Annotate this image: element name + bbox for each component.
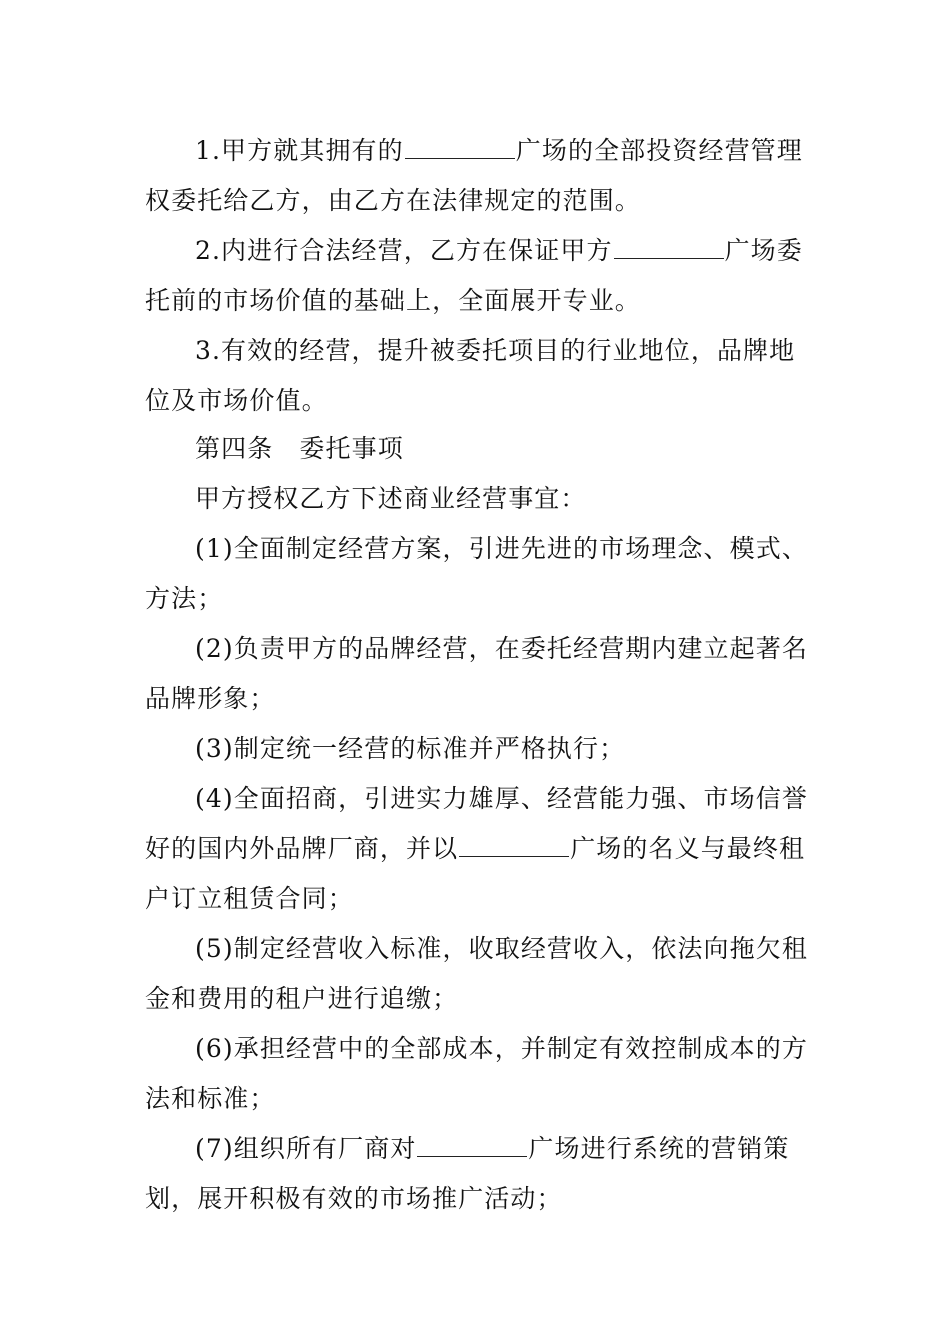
paragraph-line [195, 933, 865, 965]
paragraph-line [145, 285, 815, 317]
paragraph-line [145, 983, 815, 1015]
text-segment: 金和费用的租户进行追缴； [145, 984, 459, 1013]
paragraph-line [195, 733, 865, 765]
text-segment: (3)制定统一经营的标准并严格执行； [195, 734, 626, 763]
text-segment: (7)组织所有厂商对 [195, 1134, 417, 1163]
paragraph-line [145, 1083, 815, 1115]
paragraph-line [195, 433, 865, 465]
text-segment: 2.内进行合法经营，乙方在保证甲方 [195, 236, 613, 265]
text-segment: (4)全面招商，引进实力雄厚、经营能力强、市场信誉 [195, 784, 808, 813]
paragraph-line [195, 235, 865, 267]
paragraph-line [195, 483, 865, 515]
text-segment: 广场的名义与最终租 [570, 834, 806, 863]
text-segment: 位及市场价值。 [145, 386, 328, 415]
fill-in-blank [405, 136, 515, 159]
text-segment: 法和标准； [145, 1084, 276, 1113]
paragraph-line [195, 1133, 865, 1165]
text-segment: 广场进行系统的营销策 [528, 1134, 790, 1163]
text-segment: 1.甲方就其拥有的 [195, 136, 404, 165]
text-segment: 户订立租赁合同； [145, 884, 354, 913]
paragraph-line [145, 833, 815, 865]
fill-in-blank [417, 1134, 527, 1157]
text-segment: 好的国内外品牌厂商，并以 [145, 834, 459, 863]
paragraph-line [195, 335, 865, 367]
text-segment: 广场委 [724, 236, 803, 265]
paragraph-line [195, 135, 865, 167]
paragraph-line [145, 185, 815, 217]
paragraph-line [145, 883, 815, 915]
text-segment: 第四条 委托事项 [195, 434, 404, 463]
paragraph-line [145, 385, 815, 417]
fill-in-blank [614, 236, 724, 259]
text-segment: 托前的市场价值的基础上，全面展开专业。 [145, 286, 641, 315]
text-segment: 甲方授权乙方下述商业经营事宜： [195, 484, 587, 513]
paragraph-line [195, 783, 865, 815]
paragraph-line [195, 633, 865, 665]
text-segment: 划，展开积极有效的市场推广活动； [145, 1184, 563, 1213]
text-segment: (5)制定经营收入标准，收取经营收入，依法向拖欠租 [195, 934, 808, 963]
paragraph-line [145, 683, 815, 715]
paragraph-line [195, 533, 865, 565]
text-segment: (2)负责甲方的品牌经营，在委托经营期内建立起著名 [195, 634, 808, 663]
text-segment: (1)全面制定经营方案，引进先进的市场理念、模式、 [195, 534, 808, 563]
text-segment: 品牌形象； [145, 684, 276, 713]
text-segment: 方法； [145, 584, 224, 613]
text-segment: 3.有效的经营，提升被委托项目的行业地位，品牌地 [195, 336, 796, 365]
paragraph-line [145, 1183, 815, 1215]
fill-in-blank [459, 834, 569, 857]
text-segment: (6)承担经营中的全部成本，并制定有效控制成本的方 [195, 1034, 808, 1063]
paragraph-line [195, 1033, 865, 1065]
text-segment: 广场的全部投资经营管理 [515, 136, 803, 165]
paragraph-line [145, 583, 815, 615]
text-segment: 权委托给乙方，由乙方在法律规定的范围。 [145, 186, 641, 215]
